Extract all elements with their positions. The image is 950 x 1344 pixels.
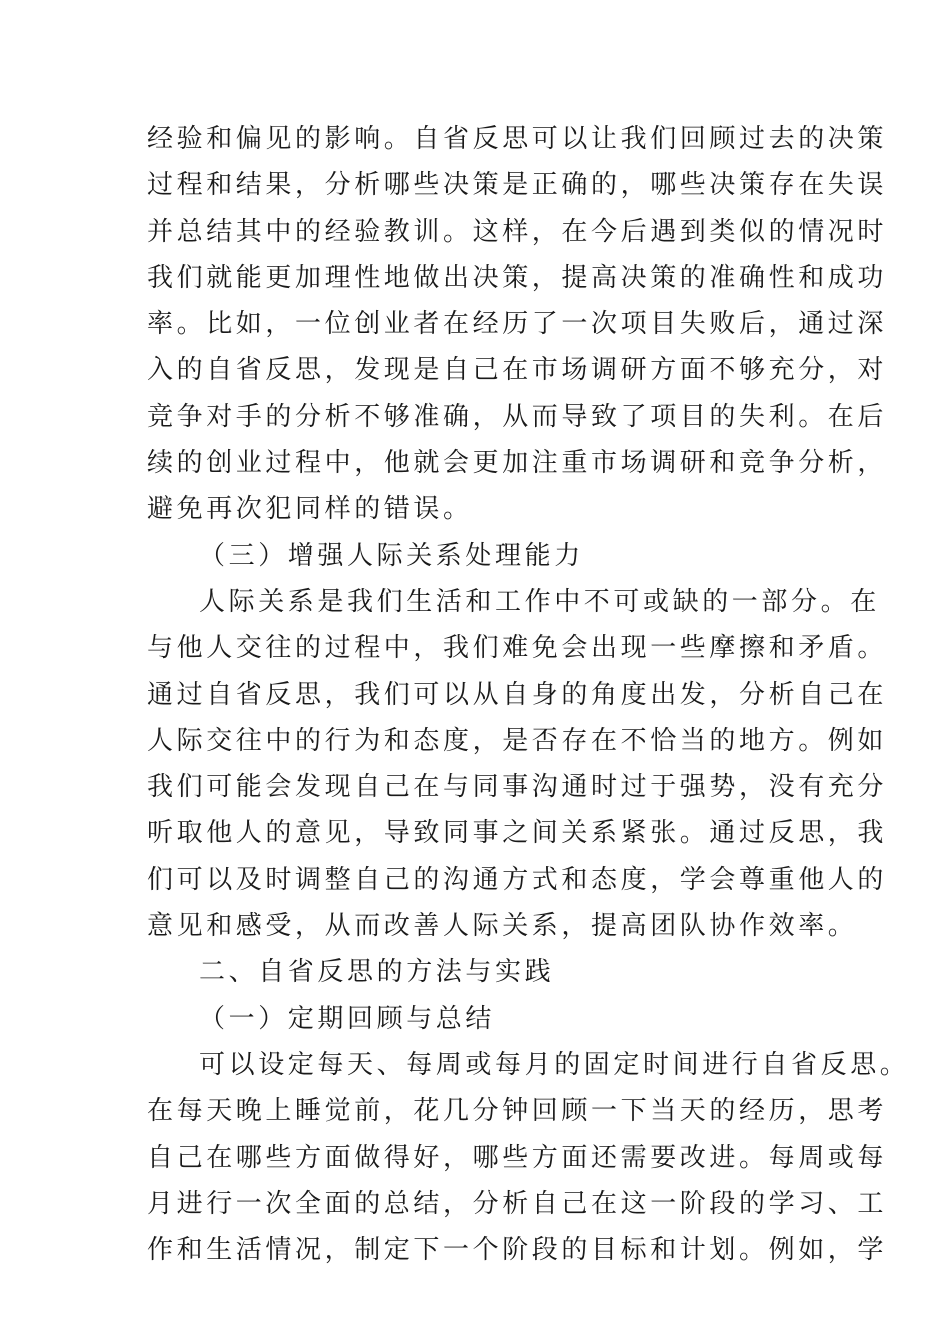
document-body xyxy=(147,116,910,1273)
body-text-line: 自己在哪些方面做得好，哪些方面还需要改进。每周或每 xyxy=(147,1142,888,1173)
body-text-line: 意见和感受，从而改善人际关系，提高团队协作效率。 xyxy=(147,911,858,942)
body-text-line: 我们可能会发现自己在与同事沟通时过于强势，没有充分 xyxy=(147,772,888,803)
body-text-line: 听取他人的意见，导致同事之间关系紧张。通过反思，我 xyxy=(147,818,888,849)
body-text-line: 通过自省反思，我们可以从自身的角度出发，分析自己在 xyxy=(147,679,888,710)
body-text-line: 月进行一次全面的总结，分析自己在这一阶段的学习、工 xyxy=(147,1188,888,1219)
body-text-line: 人际交往中的行为和态度，是否存在不恰当的地方。例如 xyxy=(147,725,888,756)
paragraph-first-line: 人际关系是我们生活和工作中不可或缺的一部分。在 xyxy=(199,586,880,617)
body-text-line: 我们就能更加理性地做出决策，提高决策的准确性和成功 xyxy=(147,262,888,293)
section-heading: （三）增强人际关系处理能力 xyxy=(199,540,584,571)
body-text-line: 经验和偏见的影响。自省反思可以让我们回顾过去的决策 xyxy=(147,124,888,154)
body-text-line: 续的创业过程中，他就会更加注重市场调研和竞争分析， xyxy=(147,448,888,479)
body-text-line: 在每天晚上睡觉前，花几分钟回顾一下当天的经历，思考 xyxy=(147,1096,888,1127)
body-text-line: 入的自省反思，发现是自己在市场调研方面不够充分，对 xyxy=(147,355,888,386)
body-text-line: 率。比如，一位创业者在经历了一次项目失败后，通过深 xyxy=(147,309,888,340)
body-text-line: 们可以及时调整自己的沟通方式和态度，学会尊重他人的 xyxy=(147,864,888,895)
body-text-line: 过程和结果，分析哪些决策是正确的，哪些决策存在失误 xyxy=(147,170,888,201)
body-text-line: 作和生活情况，制定下一个阶段的目标和计划。例如，学 xyxy=(147,1235,888,1266)
body-text-line: 与他人交往的过程中，我们难免会出现一些摩擦和矛盾。 xyxy=(147,633,888,664)
body-text-line: 并总结其中的经验教训。这样，在今后遇到类似的情况时 xyxy=(147,216,888,247)
section-heading: （一）定期回顾与总结 xyxy=(199,1003,496,1034)
chapter-heading: 二、自省反思的方法与实践 xyxy=(199,957,555,988)
body-text-line: 避免再次犯同样的错误。 xyxy=(147,494,473,525)
body-text-line: 竞争对手的分析不够准确，从而导致了项目的失利。在后 xyxy=(147,401,888,432)
paragraph-first-line: 可以设定每天、每周或每月的固定时间进行自省反思。 xyxy=(199,1049,910,1080)
